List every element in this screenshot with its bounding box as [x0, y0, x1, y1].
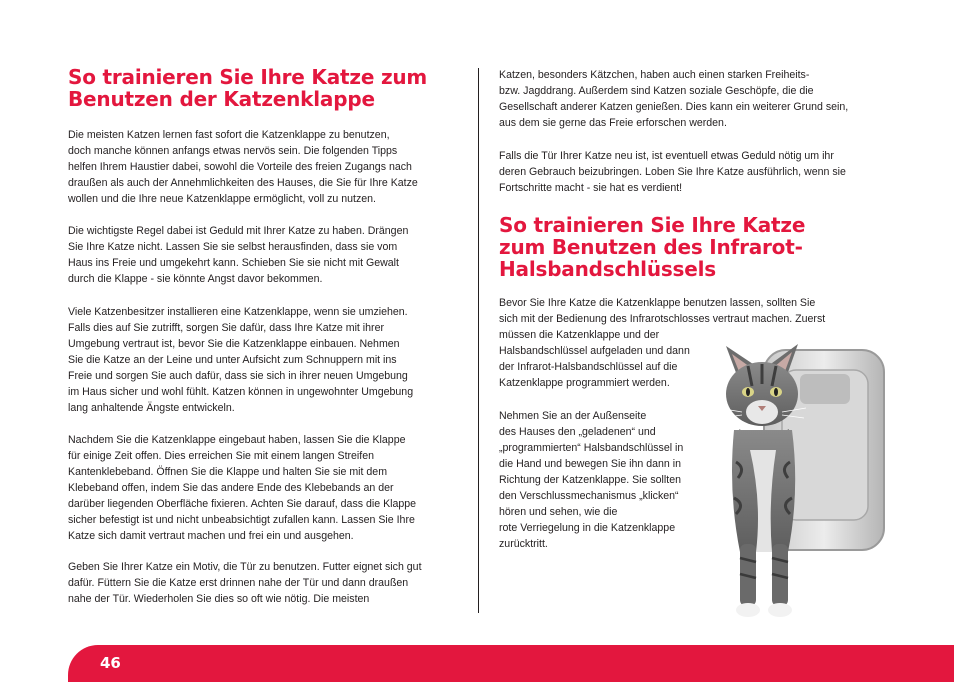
page-footer-band	[68, 645, 954, 682]
text-line: aus dem sie gerne das Freie erforschen werden.	[499, 117, 727, 129]
text-line: für einige Zeit offen. Dies erreichen Sie mit einem langen Streifen	[68, 450, 375, 462]
right-paragraph-2	[499, 148, 846, 196]
text-line: den Verschlussmechanismus „klicken“	[499, 490, 679, 502]
text-line: Nachdem Sie die Katzenklappe eingebaut haben, lassen Sie die Klappe	[68, 434, 406, 446]
text-line: Katzen, besonders Kätzchen, haben auch einen starken Freiheits-	[499, 69, 810, 81]
text-line: deren Gebrauch beizubringen. Loben Sie Ihre Katze ausführlich, wenn sie	[499, 166, 846, 178]
text-line: hören und sehen, wie die	[499, 506, 618, 518]
text-line: bzw. Jagddrang. Außerdem sind Katzen soziale Geschöpfe, die die	[499, 85, 814, 97]
text-line: Nehmen Sie an der Außenseite	[499, 410, 647, 422]
text-line: müssen die Katzenklappe und der	[499, 329, 660, 341]
text-line: die Hand und bewegen Sie ihn dann in	[499, 458, 682, 470]
text-line: Kantenklebeband. Öffnen Sie die Klappe und halten Sie sie mit dem	[68, 466, 388, 478]
text-line: Sie die Katze an der Leine und unter Aufsicht zum Schnuppern mit ins	[68, 354, 397, 366]
text-line: nahe der Tür. Wiederholen Sie dies so oft wie nötig. Die meisten	[68, 593, 370, 605]
text-line: im Haus sicher und wohl fühlt. Katzen können in ungewohnter Umgebung	[68, 386, 414, 398]
text-line: Umgebung vertraut ist, bevor Sie die Katzenklappe einbauen. Nehmen	[68, 338, 400, 350]
cat-in-flap-photo	[712, 322, 895, 628]
page-number: 46	[100, 654, 121, 672]
text-line: zurücktritt.	[499, 538, 548, 550]
text-line: Katzenklappe programmiert werden.	[499, 377, 670, 389]
text-line: Halsbandschlüssel aufgeladen und dann	[499, 345, 690, 357]
heading-line: Benutzen der Katzenklappe	[68, 87, 375, 111]
text-line: Die wichtigste Regel dabei ist Geduld mit Ihrer Katze zu haben. Drängen	[68, 225, 409, 237]
text-line: Richtung der Katzenklappe. Sie sollten	[499, 474, 681, 486]
right-paragraph-1	[499, 67, 848, 131]
heading-line: Halsbandschlüssels	[499, 257, 716, 281]
text-line: dafür. Füttern Sie die Katze erst drinnen nahe der Tür und dann draußen	[68, 577, 409, 589]
text-line: Fortschritte macht - sie hat es verdient!	[499, 182, 683, 194]
text-line: Falls dies auf Sie zutrifft, sorgen Sie dafür, dass Ihre Katze mit ihrer	[68, 322, 384, 334]
left-paragraph-2	[68, 223, 408, 287]
heading-line: So trainieren Sie Ihre Katze zum	[68, 65, 428, 89]
text-line: Falls die Tür Ihrer Katze neu ist, ist eventuell etwas Geduld nötig um ihr	[499, 150, 834, 162]
heading-line: zum Benutzen des Infrarot-	[499, 235, 803, 259]
text-line: draußen als auch der Annehmlichkeiten des Hauses, die Sie für Ihre Katze	[68, 177, 418, 189]
text-line: durch die Klappe - sie könnte Angst davor bekommen.	[68, 273, 323, 285]
left-section-heading	[68, 66, 427, 110]
cat-illustration	[712, 322, 895, 628]
text-line: sich mit der Bedienung des Infrarotschlosses vertraut machen. Zuerst	[499, 313, 826, 325]
text-line: des Hauses den „geladenen“ und	[499, 426, 656, 438]
text-line: lang anhaltende Ängste entwickeln.	[68, 402, 235, 414]
text-line: helfen Ihrem Haustier dabei, sowohl die Vorteile des freien Zugangs nach	[68, 161, 412, 173]
text-line: Gesellschaft anderer Katzen genießen. Dies kann ein weiterer Grund sein,	[499, 101, 849, 113]
text-line: wollen und die Ihre neue Katzenklappe ermöglicht, voll zu nutzen.	[68, 193, 376, 205]
text-line: darüber liegenden Oberfläche fixieren. Achten Sie darauf, dass die Klappe	[68, 498, 417, 510]
text-line: Geben Sie Ihrer Katze ein Motiv, die Tür zu benutzen. Futter eignet sich gut	[68, 561, 422, 573]
text-line: Klebeband offen, indem Sie das andere Ende des Klebebands an der	[68, 482, 394, 494]
text-line: Haus ins Freie und umgekehrt kann. Schieben Sie sie nicht mit Gewalt	[68, 257, 399, 269]
left-paragraph-1	[68, 127, 418, 207]
text-line: Bevor Sie Ihre Katze die Katzenklappe benutzen lassen, sollten Sie	[499, 297, 816, 309]
text-line: Sie Ihre Katze nicht. Lassen Sie sie selbst herausfinden, dass sie vom	[68, 241, 398, 253]
text-line: Katze sich damit vertraut machen und frei ein und ausgehen.	[68, 530, 354, 542]
heading-line: So trainieren Sie Ihre Katze	[499, 213, 806, 237]
column-divider	[478, 68, 479, 613]
text-line: der Infrarot-Halsbandschlüssel auf die	[499, 361, 678, 373]
left-paragraph-3	[68, 304, 413, 416]
left-paragraph-5	[68, 559, 422, 607]
text-line: Freie und sorgen Sie auch dafür, dass sie sich in ihrer neuen Umgebung	[68, 370, 408, 382]
text-line: doch manche können anfangs etwas nervös sein. Die folgenden Tipps	[68, 145, 398, 157]
right-section-heading	[499, 214, 805, 280]
text-line: Viele Katzenbesitzer installieren eine Katzenklappe, wenn sie umziehen.	[68, 306, 408, 318]
right-paragraph-4	[499, 408, 683, 552]
text-line: sicher befestigt ist und nicht unbeabsichtigt zufallen kann. Lassen Sie Ihre	[68, 514, 415, 526]
left-paragraph-4	[68, 432, 416, 544]
text-line: „programmierten“ Halsbandschlüssel in	[499, 442, 684, 454]
text-line: Die meisten Katzen lernen fast sofort die Katzenklappe zu benutzen,	[68, 129, 390, 141]
text-line: rote Verriegelung in die Katzenklappe	[499, 522, 676, 534]
